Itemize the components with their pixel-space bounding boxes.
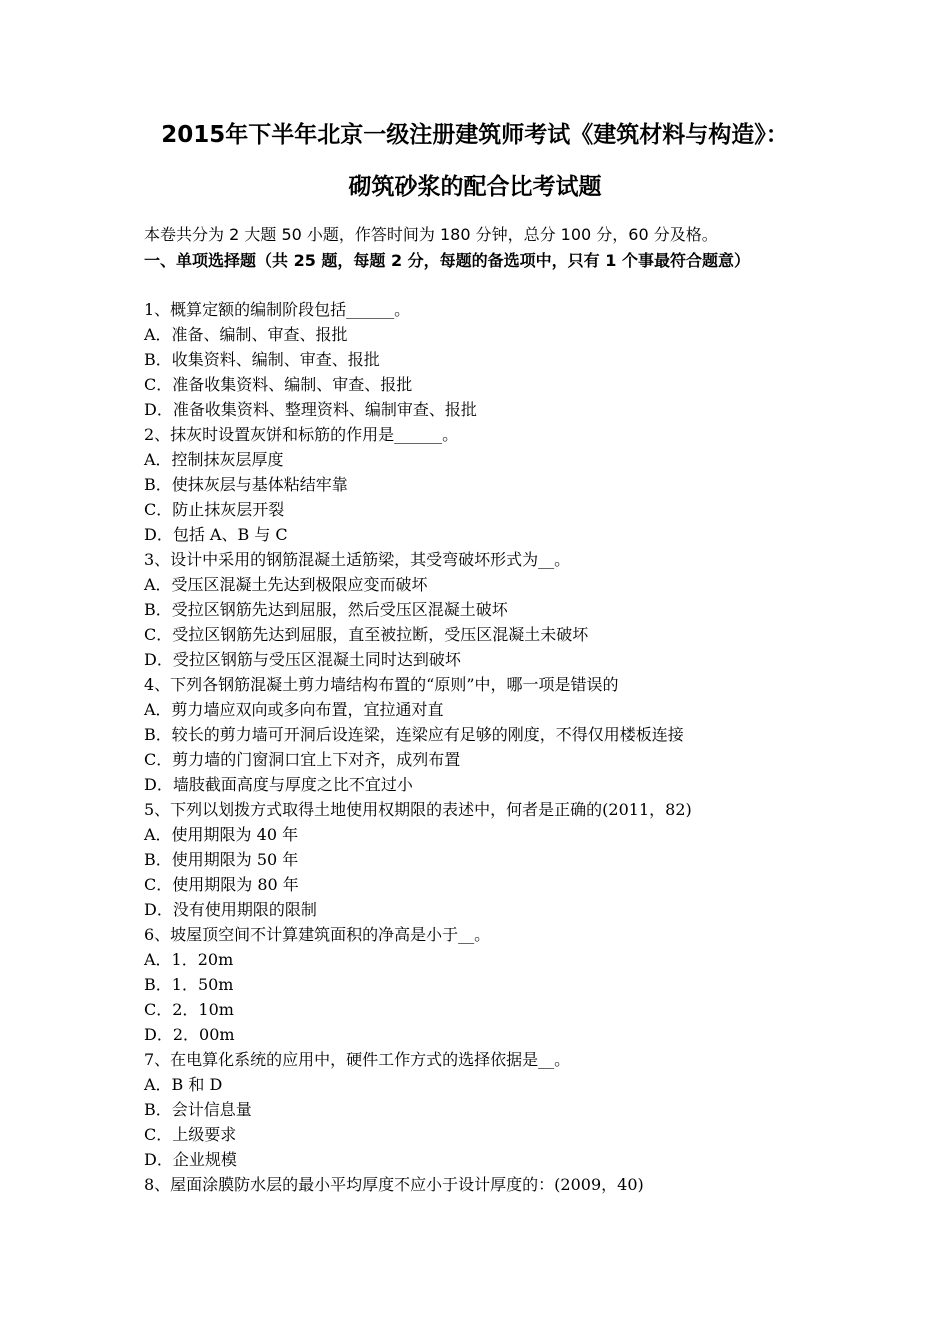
exam-instructions: 本卷共分为 2 大题 50 小题，作答时间为 180 分钟，总分 100 分，60 分及格。 [144,225,718,244]
answer-option: B．使抹灰层与基体粘结牢靠 [144,475,348,494]
question-stem: 4、下列各钢筋混凝土剪力墙结构布置的“原则”中，哪一项是错误的 [144,675,619,694]
answer-option: B．1．50m [144,975,234,994]
question-item [144,422,844,547]
answer-option: C．2．10m [144,1000,234,1019]
answer-option: D．没有使用期限的限制 [144,900,317,919]
question-item [144,1047,844,1172]
question-item [144,797,844,922]
question-item [144,547,844,672]
answer-option: A．使用期限为 40 年 [144,825,299,844]
answer-option: A．受压区混凝土先达到极限应变而破坏 [144,575,428,594]
answer-option: C．使用期限为 80 年 [144,875,299,894]
question-stem: 5、下列以划拨方式取得土地使用权期限的表述中，何者是正确的(2011，82) [144,800,692,819]
document-title-line1: 2015年下半年北京一级注册建筑师考试《建筑材料与构造》： [161,122,789,148]
question-list [144,297,844,1197]
answer-option: B．收集资料、编制、审查、报批 [144,350,380,369]
answer-option: B．会计信息量 [144,1100,252,1119]
document-title-line2: 砌筑砂浆的配合比考试题 [348,174,602,200]
question-item [144,1172,844,1197]
question-stem: 8、屋面涂膜防水层的最小平均厚度不应小于设计厚度的：(2009，40) [144,1175,644,1194]
answer-option: B．使用期限为 50 年 [144,850,299,869]
answer-option: C．受拉区钢筋先达到屈服，直至被拉断，受压区混凝土未破坏 [144,625,589,644]
question-stem: 6、坡屋顶空间不计算建筑面积的净高是小于__。 [144,925,491,944]
answer-option: D．墙肢截面高度与厚度之比不宜过小 [144,775,413,794]
question-stem: 2、抹灰时设置灰饼和标筋的作用是______。 [144,425,459,444]
answer-option: C．剪力墙的门窗洞口宜上下对齐，成列布置 [144,750,461,769]
question-item [144,922,844,1047]
answer-option: D．准备收集资料、整理资料、编制审查、报批 [144,400,477,419]
answer-option: D．2．00m [144,1025,235,1044]
answer-option: C．准备收集资料、编制、审查、报批 [144,375,413,394]
answer-option: A．控制抹灰层厚度 [144,450,284,469]
question-item [144,297,844,422]
answer-option: A．剪力墙应双向或多向布置，宜拉通对直 [144,700,444,719]
section-heading: 一、单项选择题（共 25 题，每题 2 分，每题的备选项中，只有 1 个事最符合题意） [144,251,750,270]
question-stem: 7、在电算化系统的应用中，硬件工作方式的选择依据是__。 [144,1050,571,1069]
answer-option: B．较长的剪力墙可开洞后设连梁，连梁应有足够的刚度，不得仅用楼板连接 [144,725,684,744]
question-stem: 3、设计中采用的钢筋混凝土适筋梁，其受弯破坏形式为__。 [144,550,571,569]
answer-option: A．B 和 D [144,1075,223,1094]
answer-option: C．上级要求 [144,1125,237,1144]
answer-option: D．包括 A、B 与 C [144,525,288,544]
answer-option: A．准备、编制、审查、报批 [144,325,348,344]
answer-option: D．企业规模 [144,1150,237,1169]
question-stem: 1、概算定额的编制阶段包括______。 [144,300,411,319]
answer-option: A．1．20m [144,950,234,969]
answer-option: D．受拉区钢筋与受压区混凝土同时达到破坏 [144,650,461,669]
answer-option: B．受拉区钢筋先达到屈服，然后受压区混凝土破坏 [144,600,508,619]
question-item [144,672,844,797]
answer-option: C．防止抹灰层开裂 [144,500,285,519]
